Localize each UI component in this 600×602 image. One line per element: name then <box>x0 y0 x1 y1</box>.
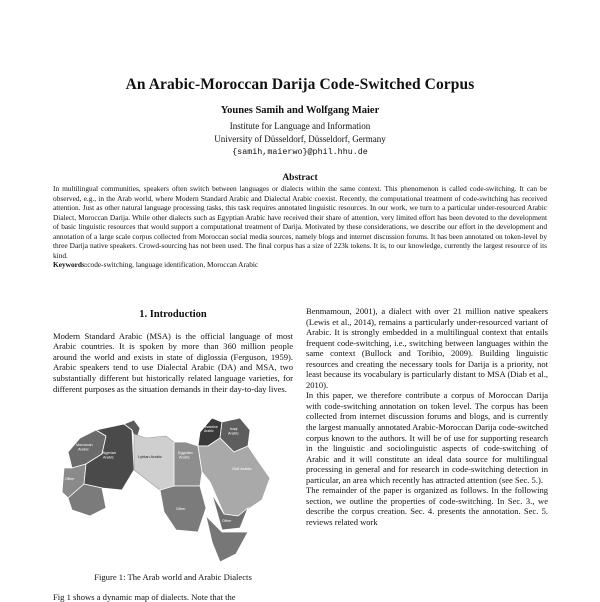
region-egyptian <box>174 442 202 486</box>
label-moroccan: Moroccan Arabic <box>76 443 93 452</box>
label-iraqi: Iraqi Arabic <box>228 427 239 436</box>
intro-paragraph-1: Modern Standard Arabic (MSA) is the official language of most Arabic countries. It is spoken by more than 360 million people around the world and exists in state of diglossia (Ferguson, 1959). Arabic speakers tend to use Dialectal Arabic (DA) and MSA, two substantially different but historically related language varieties, for different purposes as the situation demands in their day-to-day lives. <box>53 330 293 394</box>
region-libyan <box>134 434 174 490</box>
label-gulf: Gulf Arabic <box>232 466 252 471</box>
map-svg <box>62 412 276 566</box>
keywords-text: code-switching, language identification, Moroccan Arabic <box>87 260 259 270</box>
figure-1-caption: Figure 1: The Arab world and Arabic Dialects <box>94 572 252 582</box>
label-libyan: Lybian Arabic <box>138 454 162 459</box>
left-column <box>53 310 293 394</box>
left-column-cut-line: Fig 1 shows a dynamic map of dialects. Note that the <box>53 592 236 602</box>
label-egyptian: Egyptian Arabic <box>178 451 193 460</box>
paper-authors: Younes Samih and Wolfgang Maier <box>220 105 380 116</box>
right-column <box>306 306 548 527</box>
right-paragraph-2: In this paper, we therefore contribute a corpus of Moroccan Darija with code-switching annotation on token level. The corpus has been collected from internet discussion forums and blogs, and is currently the largest manually annotated Arabic-Moroccan Darija code-switched corpus known to the authors. It will be of use for supporting research in the linguistic and sociolinguistic aspects of code-switching of Arabic and it will constitute an ideal data source for multilingual processing in general and for research in code-switching detection in particular, an area which recently has attracted attention (see Sec. 5.). <box>306 390 548 485</box>
label-other-east: Other <box>222 519 232 523</box>
arab-world-dialect-map <box>62 412 276 566</box>
keywords-label: Keywords: <box>53 260 88 270</box>
abstract-heading: Abstract <box>282 173 318 183</box>
keywords-line <box>53 260 547 270</box>
right-paragraph-1: Benmamoun, 2001), a dialect with over 21 million native speakers (Lewis et al., 2014), remains a particularly under-resourced variant of Arabic. It is strongly embedded in a multilingual context that entails frequent code-switching, i.e., switching between languages within the same context (Bullock and Toribio, 2009). Building linguistic resources and creating the necessary tools for Darija is a priority, not least because its vocabulary is particularly distant to MSA (Diab et al., 2010). <box>306 306 548 390</box>
author-email: {samih,maierwo}@phil.hhu.de <box>232 147 368 157</box>
affiliation-university: University of Düsseldorf, Düsseldorf, Germany <box>214 134 386 144</box>
label-other-mid: Other <box>176 507 186 511</box>
section-heading-introduction: 1. Introduction <box>139 309 207 320</box>
label-algerian: Algerian Arabic <box>102 451 116 460</box>
paper-title: An Arabic-Moroccan Darija Code-Switched Corpus <box>125 76 475 93</box>
abstract-text: In multilingual communities, speakers often switch between languages or dialects within the same context. This phenomenon is called code-switching. It can be observed, e.g., in the Arab world, where Modern Standard Arabic and Dialectal Arabic coexist. Recently, the computational treatment of code-switching has received attention. Just as other natural language processing tasks, this task requires annotated linguistic resources. In our work, we turn to a particular under-resourced Arabic Dialect, Moroccan Darija. While other dialects such as Egyptian Arabic have received their share of attention, very limited effort has been devoted to the development of basic linguistic resources that would support a computational treatment of Darija. Motivated by these considerations, we describe our effort in the development and annotation of a large scale corpus collected from Moroccan social media sources, namely blogs and internet discussion forums. It has been annotated on token-level by three Darija native speakers. Crowd-sourcing has not been used. The final corpus has a size of 223k tokens. It is, to our knowledge, currently the largest resource of its kind. <box>53 184 547 260</box>
label-levantine: Levantine Arabic <box>203 425 218 433</box>
right-paragraph-3: The remainder of the paper is organized as follows. In the following section, we outline the properties of code-switching. In Sec. 3., we describe the corpus creation. Sec. 4. presents the annotation. Sec. 5. reviews related work <box>306 485 548 527</box>
label-other-west: Other <box>65 477 75 481</box>
affiliation-institute: Institute for Language and Information <box>229 121 371 131</box>
abstract-body <box>53 184 547 270</box>
